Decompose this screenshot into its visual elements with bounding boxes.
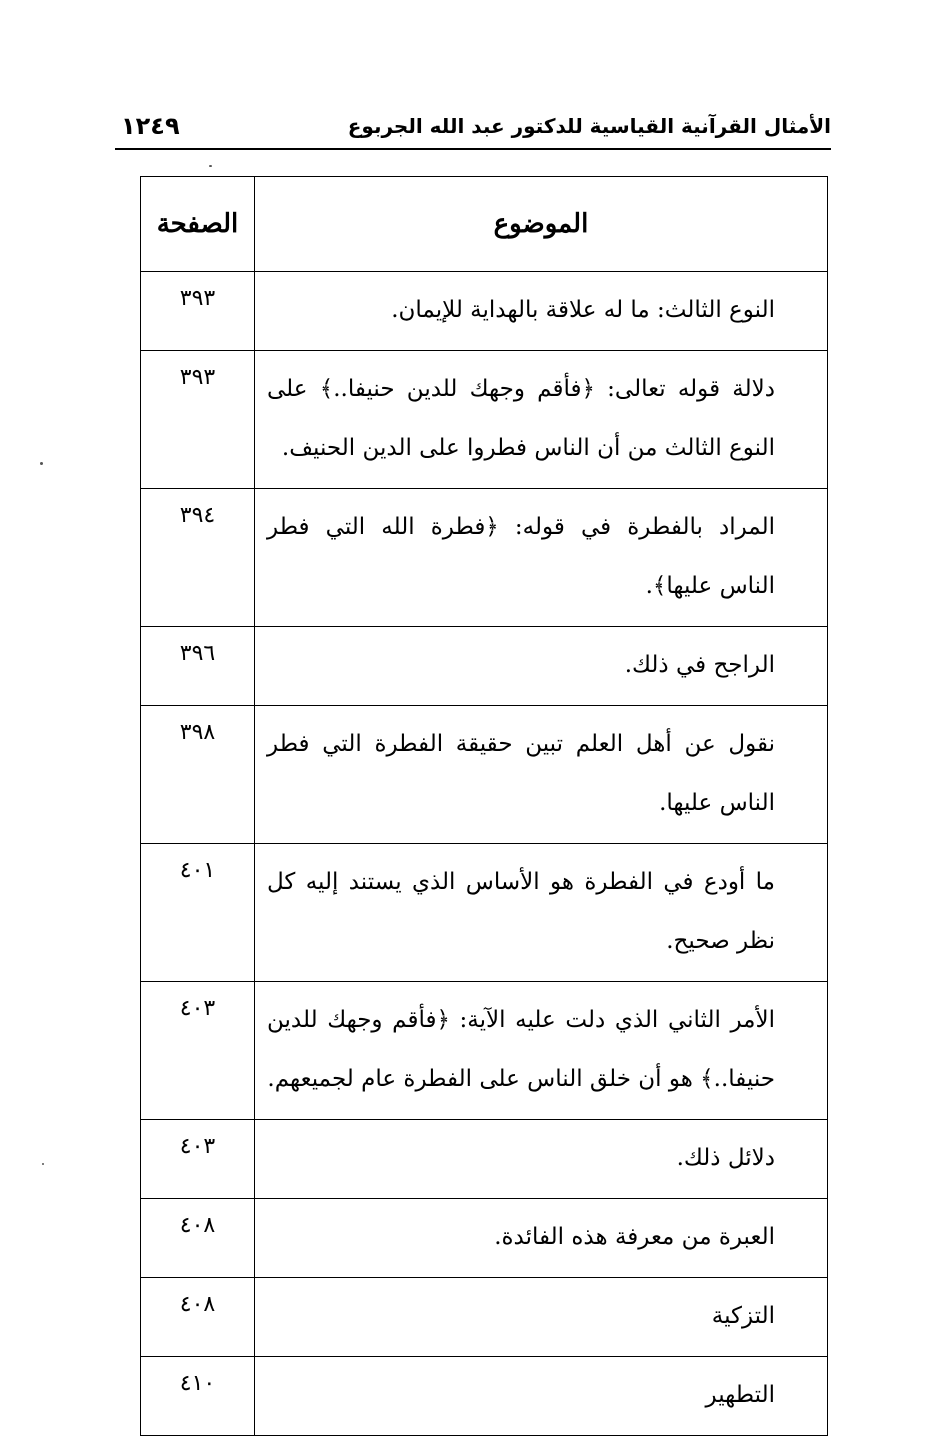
page-cell: ٤٠١: [141, 844, 255, 982]
page-cell: ٤٠٨: [141, 1278, 255, 1357]
page-cell: ٤٠٣: [141, 1120, 255, 1199]
header-rule: [115, 148, 831, 150]
table-row: [141, 844, 828, 982]
page-header: [115, 112, 831, 152]
topic-cell: دلالة قوله تعالى: ﴿فأقم وجهك للدين حنيفا..﴾ على النوع الثالث من أن الناس فطروا على الدين الحنيف.: [255, 351, 828, 489]
table-header-row: [141, 177, 828, 272]
topic-cell: العبرة من معرفة هذه الفائدة.: [255, 1199, 828, 1278]
page-cell: ٣٩٦: [141, 627, 255, 706]
book-title: الأمثال القرآنية القياسية للدكتور عبد الله الجربوع: [347, 114, 831, 138]
table-row: [141, 1278, 828, 1357]
topic-cell: المراد بالفطرة في قوله: ﴿فطرة الله التي فطر الناس عليها﴾.: [255, 489, 828, 627]
table-row: [141, 982, 828, 1120]
contents-table: [140, 176, 828, 1436]
page-cell: ٤٠٣: [141, 982, 255, 1120]
table-row: [141, 1357, 828, 1436]
topic-cell: التطهير: [255, 1357, 828, 1436]
scan-speck: [40, 462, 43, 465]
topic-cell: الراجح في ذلك.: [255, 627, 828, 706]
page-cell: ٣٩٨: [141, 706, 255, 844]
table-row: [141, 272, 828, 351]
scan-speck: [42, 1163, 44, 1165]
topic-cell: نقول عن أهل العلم تبين حقيقة الفطرة التي فطر الناس عليها.: [255, 706, 828, 844]
page-cell: ٣٩٣: [141, 351, 255, 489]
topic-cell: النوع الثالث: ما له علاقة بالهداية للإيمان.: [255, 272, 828, 351]
page-number: ١٢٤٩: [121, 112, 180, 140]
topic-cell: الأمر الثاني الذي دلت عليه الآية: ﴿فأقم وجهك للدين حنيفا..﴾ هو أن خلق الناس على الفطرة عام لجميعهم.: [255, 982, 828, 1120]
topic-column-header: الموضوع: [255, 177, 828, 272]
topic-cell: التزكية: [255, 1278, 828, 1357]
page-cell: ٣٩٣: [141, 272, 255, 351]
topic-cell: دلائل ذلك.: [255, 1120, 828, 1199]
table-row: [141, 1199, 828, 1278]
table-row: [141, 489, 828, 627]
table-row: [141, 627, 828, 706]
topic-cell: ما أودع في الفطرة هو الأساس الذي يستند إليه كل نظر صحيح.: [255, 844, 828, 982]
page-column-header: الصفحة: [141, 177, 255, 272]
page-cell: ٤٠٨: [141, 1199, 255, 1278]
table-row: [141, 1120, 828, 1199]
scan-speck: [209, 165, 212, 167]
page-cell: ٣٩٤: [141, 489, 255, 627]
table-row: [141, 351, 828, 489]
page-cell: ٤١٠: [141, 1357, 255, 1436]
table-row: [141, 706, 828, 844]
